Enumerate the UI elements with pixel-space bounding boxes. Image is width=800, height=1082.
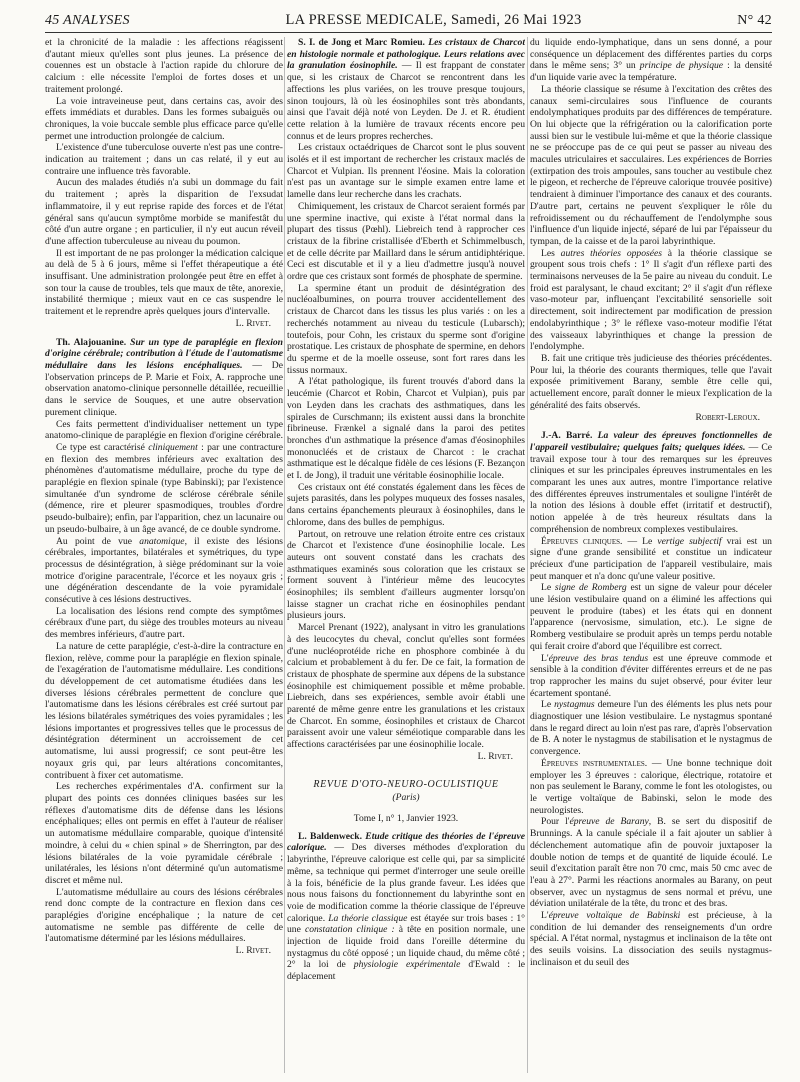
paragraph: et la chronicité de la maladie : les affections réagissent d'autant mieux qu'elles sont plus jeunes. La présence de couennes est un obstacle à l'action rapide du chlorure de calcium : elle nécessite l'emploi de fortes doses et un traitement prolongé. (45, 37, 283, 95)
signature: L. Rivet. (235, 317, 271, 329)
section-city: (Paris) (392, 792, 420, 804)
column-divider (284, 37, 285, 1073)
paragraph: La localisation des lésions rend compte des symptômes cérébraux d'une part, du siège des troubles moteurs au niveau des membres inférieurs, d'autre part. (45, 605, 283, 641)
paragraph: Épreuves instrumentales. — Une bonne technique doit employer les 3 épreuves : calorique, électrique, rotatoire et non pas seulement le Barany, comme le font les otologistes, ou le vertige voltaïque de Babinski, selon le mode des neurologistes. (530, 757, 772, 816)
article-baldenweck: L. Baldenweck. Etude critique des théories de l'épreuve calorique. — Des diverses méthodes d'exploration du labyrinthe, l'épreuve calorique est celle qui, par sa simplicité même, sa technique qui permet d'interroger une seule oreille à la fois, bénéficie de la plus grande faveur. Les idées que nous nous faisons du fonctionnement du labyrinthe sont en voie de modification comme la théorie classique de l'épreuve calorique. La théorie classique est étayée sur trois bases : 1° une constatation clinique : à tête en position normale, une injection de liquide froid dans l'oreille détermine du nystagmus du côté opposé ; un liquide chaud, du même côté ; 2° la loi de physiologie expérimentale d'Ewald : le déplacement (287, 830, 525, 983)
article-de-jong (287, 37, 525, 142)
paragraph: du liquide endo-lymphatique, dans un sens donné, a pour conséquence un déplacement des différentes parties du corps dans le même sens; 3° un principe de physique : la densité d'un liquide varie avec la température. (530, 37, 772, 84)
paragraph: Marcel Prenant (1922), analysant in vitro les granulations à des leucocytes du cheval, conclut qu'elles sont formées d'une nucléoprotéide riche en phosphore combinée à du calcium et probablement à du fer. De ce fait, la formation de cristaux de phosphate de spermine aux dépens de la substance éosinophile est chimiquement possible et même probable. Liebreich, dans ses expériences, semble avoir établi une parenté de même genre entre les granulations et les cristaux de Charcot. En somme, éosinophiles et cristaux de Charcot paraissent avoir une valeur séméiotique comparable dans les affections caractérisées par une éosinophilie locale. (287, 622, 525, 751)
paragraph: Pour l'épreuve de Barany, B. se sert du dispositif de Brunnings. A la canule spéciale il a fait ajouter un sablier à déclenchement automatique afin de pouvoir juxtaposer la double notion de temps et de quantité de liquide écoulé. Le seuil d'excitation paraît être non 70 cmc, mais 50 cmc avec de l'eau à 27°. Parmi les réactions anormales au Barany, on peut observer, avec un nystagmus de sens normal et prévu, une déviation unilatérale de la tête, du tronc et des bras. (530, 816, 772, 910)
article-author: Th. Alajouanine. (56, 336, 127, 348)
page-header (45, 12, 772, 32)
column-divider (527, 37, 528, 1073)
paragraph: Il est important de ne pas prolonger la médication calcique au delà de 5 à 6 jours, même si l'effet thérapeutique a été insuffisant. Une administration prolongée peut être en effet à son tour la cause de troubles, tels que maux de tête, anorexie, instabilité thermique ; mieux vaut en ce cas suspendre le traitement et le reprendre après quelques jours d'intervalle. (45, 247, 283, 318)
article-author: S. I. de Jong et Marc Romieu. (298, 37, 425, 48)
paragraph: Ces cristaux ont été constatés également dans les fèces de sujets parasités, dans les polypes muqueux des fosses nasales, dans certains épanchements pleuraux à éosinophiles, dans le chlorome, dans des bulles de pemphigus. (287, 481, 525, 528)
paragraph: Épreuves cliniques. — Le vertige subjectif vrai est un signe d'une grande sensibilité et constitue un indicateur précieux d'une participation de l'appareil vestibulaire, mais peut manquer et n'a donc qu'une valeur positive. (530, 535, 772, 582)
paragraph: Ce type est caractérisé cliniquement : par une contracture en flexion des membres inférieurs avec exaltation des phénomènes d'automatisme médullaire, proche du type de paraplégie en flexion spinale (type Babinski); par l'existence simultanée d'un syndrome de sclérose cérébrale sénile (démence, rire et pleurer spasmodiques, troubles d'ordre pseudo-bulbaire); enfin, par l'apparition, chez un lacunaire ou un pseudo-bulbaire, à un âge avancé, de ce double syndrome. (45, 441, 283, 535)
signature: L. Rivet. (477, 750, 513, 762)
signature: L. Rivet. (235, 945, 271, 957)
column-right (530, 37, 772, 1073)
article-alajouanine (45, 337, 283, 419)
article-author: L. Baldenweck. (298, 830, 363, 842)
article-title: La valeur des épreuves fonctionnelles de l'appareil vestibulaire; quelques faits; quelques idées. (530, 430, 772, 453)
paragraph: L'épreuve voltaïque de Babinski est précieuse, à la condition de lui demander des renseignements d'un ordre spécial. A l'état normal, nystagmus et inclinaison de la tête ont des seuils voisins. La dissociation des seuils nystagmus-inclinaison et du seuil des (530, 910, 772, 968)
article-title: Etude critique des théories de l'épreuve calorique. (287, 830, 525, 854)
section-heading: REVUE D'OTO-NEURO-OCULISTIQUE (313, 778, 499, 790)
header-rule (45, 32, 772, 33)
column-middle (287, 37, 525, 1073)
signature: Robert-Leroux. (695, 411, 760, 423)
page-label: 45 ANALYSES (45, 13, 130, 28)
paragraph: Le nystagmus demeure l'un des éléments les plus nets pour diagnostiquer une lésion vestibulaire. Le nystagmus spontané dans le regard direct au loin n'est pas rare, d'après l'observation de B. A noter le nystagmus de stabilisation et le nystagmus de convergence. (530, 699, 772, 758)
article-text: — Il est frappant de constater que, si les cristaux de Charcot se rencontrent dans les affections les plus variées, on les trouve presque toujours, sinon toujours, là où les éosinophiles sont très abondants, ainsi que l'avait déjà noté von Leyden. De J. et R. étudient cette relation à la lumière de travaux récents encore peu connus et de leurs propres recherches. (287, 60, 525, 142)
article-title: Les cristaux de Charcot en histologie normale et pathologique. Leurs relations avec la granulation éosinophile. (287, 37, 525, 72)
issue-info: Tome I, n° 1, Janvier 1923. (353, 813, 459, 824)
paragraph: Le signe de Romberg est un signe de valeur pour déceler une lésion vestibulaire quand on a éliminé les affections qui peuvent le produire (tabes) et les états qui en donnent l'apparence (nervosisme, simulation, etc.). Le signe de Romberg vestibulaire se produit après un temps perdu notable qui ferait croire d'abord que l'équilibre est correct. (530, 582, 772, 652)
paragraph: Au point de vue anatomique, il existe des lésions cérébrales, importantes, bilatérales et symétriques, du type processus de désintégration, à siège prédominant sur la voie motrice d'origine paracentrale, l'écorce et les noyaux gris ; une dégénération descendante de la voie pyramidale consécutive à ces lésions destructives. (45, 535, 283, 606)
paragraph: La voie intraveineuse peut, dans certains cas, avoir des effets immédiats et durables. Dans les formes subaiguës ou chroniques, la voie buccale semble plus efficace parce qu'elle permet une introduction prolongée de calcium. (45, 95, 283, 142)
paragraph: Les recherches expérimentales d'A. confirment sur la plupart des points ces données cliniques basées sur les réflexes d'automatisme dits de défense dans les lésions encéphaliques; elles ont permis en effet à l'auteur de réaliser un automatisme médullaire comparable, quoique d'intensité moindre, à celui du « chien spinal » de Sherrington, par des lésions bilatérales de la voie pyramidale cérébrale ; unilatérales, les lésions n'ont déterminé qu'un automatisme discret et même nul. (45, 781, 283, 886)
paragraph: B. fait une critique très judicieuse des théories précédentes. Pour lui, la théorie des courants thermiques, telle que l'avait exposée primitivement Barany, semble être celle qui, actuellement encore, paraît donner le mieux l'explication de la généralité des faits observés. (530, 352, 772, 411)
paragraph: L'épreuve des bras tendus est une épreuve commode et sensible à la condition d'éviter différentes erreurs et de ne pas trop rapprocher les mains du sujet observé, pour éviter leur écartement spontané. (530, 652, 772, 699)
issue-number: N° 42 (737, 13, 772, 28)
paragraph: Les autres théories opposées à la théorie classique se groupent sous trois chefs : 1° Il s'agit d'un réflexe parti des terminaisons nerveuses de la 5e paire au niveau du conduit. Le froid est paralysant, le chaud excitant; 2° il s'agit d'un réflexe vaso-moteur par, influençant l'excitabilité sensorielle soit directement, soit indirectement par modification de pression endolabyrinthique ; 3° le réflexe vaso-moteur modifie l'état des vaisseaux labyrinthiques et change la pression de l'endolymphe. (530, 247, 772, 353)
paragraph: Partout, on retrouve une relation étroite entre ces cristaux de Charcot et l'existence d'une éosinophilie locale. Les auteurs ont souvent constaté dans les crachats des asthmatiques examinés sous coloration que les cristaux se forment souvent à l'intérieur même des leucocytes éosinophiles; ils semblent d'ailleurs augmenter lorsqu'on laisse stagner un crachat riche en éosinophiles pendant plusieurs jours. (287, 528, 525, 622)
paragraph: La spermine étant un produit de désintégration des nucléoalbumines, on pourra trouver accidentellement des cristaux de Charcot dans les tissus les plus variés : on les a recherchés notamment au niveau du testicule (Lubarsch); toutefois, pour Cohn, les cristaux du sperme sont d'origine prostatique. Les cristaux de phosphate de spermine, en dehors du sperme et de la moelle osseuse, sont fort rares dans les tissus normaux. (287, 282, 525, 376)
paragraph: La nature de cette paraplégie, c'est-à-dire la contracture en flexion, relève, comme pour la paraplégie en flexion spinale, de l'exagération de l'automatisme médullaire. Les conditions du développement de cet automatisme étudiées dans les diverses lésions cérébrales permettent de conclure que l'automatisme dans les lésions cérébrales est créé surtout par les lésions bilatérales symétriques des voies pyramidales ; les lésions importantes et progressives telles que le processus de désintégration déterminent un accroissement de cet automatisme, lui aussi progressif; ce sont peut-être les noyaux gris qui, par leurs altérations concomitantes, contribuent à fixer cet automatisme. (45, 640, 283, 781)
paragraph: L'automatisme médullaire au cours des lésions cérébrales rend donc compte de la contracture en flexion dans ces paraplégies d'origine encéphalique ; la nature de cet automatisme ne semble pas différente de celle de l'automatisme déterminé par les lésions médullaires. (45, 886, 283, 945)
article-text: — Ce travail expose tour à tour des remarques sur les épreuves cliniques et sur les principales épreuves instrumentales en les comparant les unes aux autres, montre l'importance relative des différentes épreuves instrumentales et souligne l'intérêt de la notion des lésions à double effet (irritatif et destructif), notion appelée à de très heureux résultats dans la compréhension de nombreux complexes vestibulaires. (530, 441, 772, 535)
paragraph: Chimiquement, les cristaux de Charcot seraient formés par une spermine inactive, qui existe à l'état normal dans la plupart des tissus (Pœhl). Liebreich tend à rapprocher ces cristaux de la fibrine cristallisée d'Eberth et Schimmelbusch, et de celle décrite par Maillard dans le sérum antidiphtérique. Ceci est discutable et il y a lieu d'admettre jusqu'à nouvel ordre que ces cristaux sont formés de phosphate de spermine. (287, 200, 525, 283)
column-left (45, 37, 283, 1073)
paragraph: Les cristaux octaédriques de Charcot sont le plus souvent isolés et il est important de rechercher les cristaux maclés de Charcot et Vulpian. Ils prennent l'éosine. Mais la coloration n'est pas un avantage sur le simple examen entre lame et lamelle dans leur recherche dans les crachats. (287, 142, 525, 201)
paragraph: A l'état pathologique, ils furent trouvés d'abord dans la leucémie (Charcot et Robin, Charcot et Vulpian), puis par von Leyden dans les crachats des asthmatiques, dans les spirales de Curschmann; ils existent aussi dans la bronchite fibrineuse. Frænkel a signalé dans la paroi des petites bronches d'un asthmatique la présence d'amas d'éosinophiles mononucléés et de cristaux de Charcot : le crachat asthmatique est le décalque fidèle de ces lésions (F. Bezançon et I. de Jong), il traduit une véritable éosinophilie locale. (287, 376, 525, 482)
paragraph: Ces faits permettent d'individualiser nettement un type anatomo-clinique de paraplégie en flexion d'origine cérébrale. (45, 418, 283, 442)
article-barre (530, 430, 772, 535)
article-text: — De l'observation princeps de P. Marie et Foix, A. rapproche une observation anatomo-clinique personnelle détaillée, recueillie dans le service de Souques, et une autre observation purement clinique. (45, 359, 283, 418)
paragraph: L'existence d'une tuberculose ouverte n'est pas une contre-indication au traitement ; dans un cas relaté, il y eut au contraire une influence très favorable. (45, 142, 283, 177)
paragraph: Aucun des malades étudiés n'a subi un dommage du fait du traitement ; après la disparition de l'exsudat inflammatoire, il y eut reprise rapide des forces et de l'état général sans qu'aucun symptôme morbide se manifestât du côté d'un autre organe ; en particulier, il n'y eut aucun réveil d'une affection tuberculeuse au niveau du poumon. (45, 177, 283, 247)
article-author: J.-A. Barré. (541, 430, 593, 442)
paragraph: La théorie classique se résume à l'excitation des crêtes des canaux semi-circulaires sous l'influence de courants endolymphatiques produits par des différences de température. On lui objecte que la réfrigération ou la calorification porte aussi bien sur le vestibule lui-même et que la théorie classique ne se préoccupe pas de ce qui peut se passer au niveau des macules utriculaires et sacculaires. Les expériences de Borries (extirpation des trois ampoules, sans toucher au vestibule chez le pigeon, et recherche de l'épreuve calorique trouvée positive) tendraient à diminuer l'importance des canaux et des courants. D'autre part, certains ne peuvent s'expliquer le rôle du refroidissement ou du réchauffement de l'endolymphe sous l'influence d'un liquide injecté, séparé de lui par l'épaisseur du tympan, de la caisse et de la paroi labyrinthique. (530, 83, 772, 247)
journal-title: LA PRESSE MEDICALE, Samedi, 26 Mai 1923 (285, 12, 582, 28)
article-title: Sur un type de paraplégie en flexion d'origine cérébrale; contribution à l'étude de l'automatisme médullaire dans les lésions encéphaliques. (45, 336, 283, 371)
